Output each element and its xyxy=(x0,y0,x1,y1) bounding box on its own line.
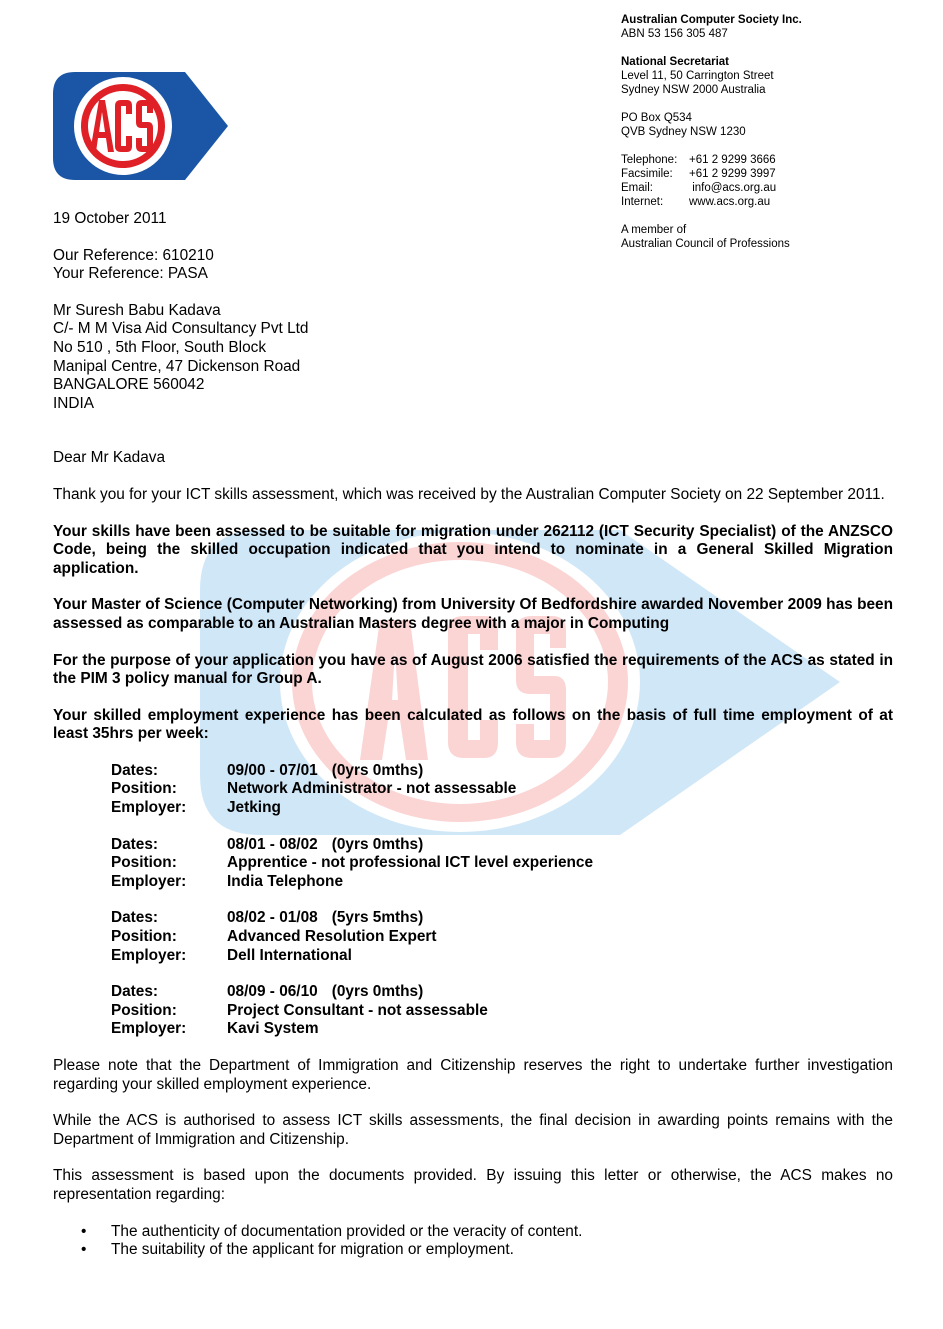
recipient-line: No 510 , 5th Floor, South Block xyxy=(53,338,267,356)
para-thanks: Thank you for your ICT skills assessment, which was received by the Australian Computer Society on 22 September 2011. xyxy=(53,485,885,503)
employment-employer: Jetking xyxy=(227,799,281,817)
recipient-line: C/- M M Visa Aid Consultancy Pvt Ltd xyxy=(53,320,309,338)
employment-duration: (0yrs 0mths) xyxy=(331,835,424,853)
recipient-address xyxy=(53,302,893,414)
secretariat-title: National Secretariat xyxy=(621,56,730,68)
contact-label: Telephone: xyxy=(621,154,678,166)
employment-entry xyxy=(111,762,893,818)
employer-label: Employer: xyxy=(111,799,187,817)
employment-entry xyxy=(111,909,893,965)
position-label: Position: xyxy=(111,1001,177,1019)
our-reference: Our Reference: 610210 xyxy=(53,246,214,264)
employment-employer: Kavi System xyxy=(227,1020,319,1038)
employer-label: Employer: xyxy=(111,872,187,890)
para-note: Please note that the Department of Immigration and Citizenship reserves the right to undertake further investigation regarding your skilled employment experience. xyxy=(53,1057,893,1093)
employment-employer: Dell International xyxy=(227,946,352,964)
employment-position: Network Administrator - not assessable xyxy=(227,780,517,798)
employment-dates: 08/02 - 01/08 xyxy=(227,909,318,927)
position-label: Position: xyxy=(111,854,177,872)
position-label: Position: xyxy=(111,928,177,946)
contact-label: Internet: xyxy=(621,196,664,208)
contact-label: Facsimile: xyxy=(621,168,673,180)
po-box-line: QVB Sydney NSW 1230 xyxy=(621,126,746,138)
your-reference: Your Reference: PASA xyxy=(53,265,208,283)
representation-list xyxy=(53,1223,893,1260)
employment-position: Project Consultant - not assessable xyxy=(227,1001,488,1019)
recipient-line: INDIA xyxy=(53,394,95,412)
para-authorised: While the ACS is authorised to assess ICT skills assessments, the final decision in awarding points remains with the Department of Immigration and Citizenship. xyxy=(53,1112,893,1148)
employment-entry xyxy=(111,983,893,1039)
employment-duration: (0yrs 0mths) xyxy=(331,983,424,1001)
recipient-line: Manipal Centre, 47 Dickenson Road xyxy=(53,357,301,375)
letter-body xyxy=(53,210,893,1260)
position-label: Position: xyxy=(111,780,177,798)
employment-dates: 08/09 - 06/10 xyxy=(227,983,318,1001)
employment-duration: (0yrs 0mths) xyxy=(331,761,424,779)
dates-label: Dates: xyxy=(111,983,159,1001)
letter-date: 19 October 2011 xyxy=(53,210,167,227)
dates-label: Dates: xyxy=(111,835,159,853)
contact-value: +61 2 9299 3997 xyxy=(689,168,776,180)
recipient-line: Mr Suresh Babu Kadava xyxy=(53,301,221,319)
list-item: • The authenticity of documentation provided or the veracity of content. xyxy=(53,1223,893,1242)
employer-label: Employer: xyxy=(111,1020,187,1038)
recipient-line: BANGALORE 560042 xyxy=(53,376,205,394)
address-line: Sydney NSW 2000 Australia xyxy=(621,84,766,96)
employment-employer: India Telephone xyxy=(227,872,344,890)
para-basis: This assessment is based upon the documents provided. By issuing this letter or otherwise, the ACS makes no representation regarding: xyxy=(53,1167,893,1203)
para-purpose: For the purpose of your application you have as of August 2006 satisfied the requirements of the ACS as stated in the PIM 3 policy manual for Group A. xyxy=(53,651,893,688)
employment-position: Advanced Resolution Expert xyxy=(227,928,437,946)
contact-value: info@acs.org.au xyxy=(689,182,777,194)
contact-value: www.acs.org.au xyxy=(689,196,771,208)
employment-position: Apprentice - not professional ICT level experience xyxy=(227,854,594,872)
org-name: Australian Computer Society Inc. xyxy=(621,14,802,26)
para-degree: Your Master of Science (Computer Networking) from University Of Bedfordshire awarded November 2009 has been assessed as comparable to an Australian Masters degree with a major in Computing xyxy=(53,596,893,632)
salutation: Dear Mr Kadava xyxy=(53,449,166,467)
contact-email xyxy=(621,181,921,195)
member-line: A member of xyxy=(621,224,687,236)
acs-logo xyxy=(53,72,228,180)
dates-label: Dates: xyxy=(111,909,159,927)
po-box-line: PO Box Q534 xyxy=(621,112,692,124)
contact-internet xyxy=(621,195,921,209)
para-experience: Your skilled employment experience has been calculated as follows on the basis of full time employment of at least 35hrs per week: xyxy=(53,706,893,743)
member-line: Australian Council of Professions xyxy=(621,238,790,250)
employment-duration: (5yrs 5mths) xyxy=(331,909,424,927)
contact-telephone xyxy=(621,153,921,167)
contact-label: Email: xyxy=(621,182,653,194)
employment-dates: 08/01 - 08/02 xyxy=(227,835,318,853)
employment-entry xyxy=(111,836,893,892)
dates-label: Dates: xyxy=(111,761,159,779)
para-skills: Your skills have been assessed to be suitable for migration under 262112 (ICT Security Specialist) of the ANZSCO Code, being the skilled occupation indicated that you intend to nominate in a General Skilled Migration application. xyxy=(53,522,893,577)
abn: ABN 53 156 305 487 xyxy=(621,28,728,40)
contact-facsimile xyxy=(621,167,921,181)
employer-label: Employer: xyxy=(111,946,187,964)
contact-value: +61 2 9299 3666 xyxy=(689,154,776,166)
employment-dates: 09/00 - 07/01 xyxy=(227,761,318,779)
address-line: Level 11, 50 Carrington Street xyxy=(621,70,774,82)
list-item: • The suitability of the applicant for migration or employment. xyxy=(53,1241,893,1260)
